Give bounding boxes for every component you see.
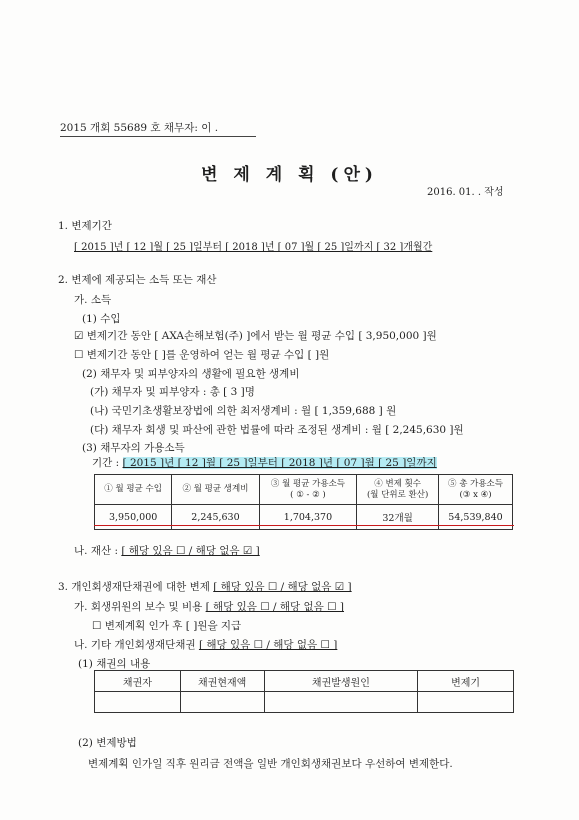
repayment-period: [ 2015 ]년 [ 12 ]월 [ 25 ]일부터 [ 2018 ]년 [ 07 ]월 [ 25 ]일까지 [ 32 ]개월간: [74, 242, 433, 253]
cell-monthly-income: 3,950,000: [95, 505, 172, 530]
header-claim-cause: 채권발생원인: [264, 671, 418, 692]
dependents-count: (가) 채무자 및 피부양자 : 총 [ 3 ]명: [90, 386, 255, 398]
revenue-label: (1) 수입: [82, 313, 121, 325]
claims-header-row: [95, 671, 514, 692]
business-income-text: 변제기간 동안 [ ]를 운영하여 얻는 월 평균 수입 [ ]원: [86, 349, 330, 361]
salary-income-text: 변제기간 동안 [ AXA손해보험(주) ]에서 받는 월 평균 수입 [ 3,950,000 ]원: [86, 330, 437, 342]
table-row: [95, 692, 514, 713]
document-title: 변 제 계 획 (안): [201, 165, 378, 185]
trustee-fee-label: 가. 회생위원의 보수 및 비용: [74, 601, 203, 613]
empty-cell: [95, 692, 181, 713]
repayment-method-text: 변제계획 인가일 직후 원리금 전액을 일반 개인회생채권보다 우선하여 변제한다.: [88, 758, 453, 770]
cell-total-disposable: 54,539,840: [439, 505, 513, 530]
salary-checkbox[interactable]: ☑: [74, 330, 84, 342]
period-prefix: 기간 :: [92, 457, 120, 469]
section-3-heading: 3. 개인회생재단채권에 대한 변제: [58, 581, 210, 593]
section-1-heading: 1. 변제기간: [58, 220, 112, 232]
period-value-highlighted: [ 2015 ]년 [ 12 ]월 [ 25 ]일부터 [ 2018 ]년 [ 07 ]월 [ 25 ]일까지: [122, 457, 437, 469]
minimum-living-cost: (나) 국민기초생활보장법에 의한 최저생계비 : 월 [ 1,359,688 ] 원: [90, 405, 397, 417]
empty-cell: [180, 692, 264, 713]
trustee-fee-payment: ☐ 변제계획 인가 후 [ ]원을 지급: [92, 620, 242, 632]
cell-repayment-count: 32개월: [357, 505, 439, 530]
disposable-income-table: [94, 474, 513, 530]
disposable-income-label: (3) 채무자의 가용소득: [82, 442, 185, 454]
header-current-amount: 채권현재액: [180, 671, 264, 692]
header-due-date: 변제기: [418, 671, 514, 692]
other-claims-row: [74, 637, 337, 652]
repayment-method-label: (2) 변제방법: [78, 737, 137, 749]
red-underline-mark: [94, 525, 514, 526]
empty-cell: [418, 692, 514, 713]
section-3-value: [ 해당 있음 ☐ / 해당 없음 ☑ ]: [213, 581, 352, 593]
living-expense-label: (2) 채무자 및 피부양자의 생활에 필요한 생계비: [82, 368, 300, 380]
business-income-row: [74, 347, 329, 362]
header-monthly-income: ① 월 평균 수입: [95, 475, 172, 505]
section-3-heading-row: [58, 579, 352, 594]
table-header-row: [95, 475, 513, 505]
claims-content-label: (1) 채권의 내용: [78, 658, 151, 670]
header-monthly-living-cost: ② 월 평균 생계비: [172, 475, 259, 505]
trustee-fee-row: [74, 599, 344, 614]
header-creditor: 채권자: [95, 671, 181, 692]
header-monthly-disposable: ③ 월 평균 가용소득 ( ① - ② ): [259, 475, 357, 505]
income-heading: 가. 소득: [74, 294, 112, 306]
document-date: 2016. 01. . 작성: [427, 187, 504, 198]
other-claims-label: 나. 기타 개인회생재단채권: [74, 639, 196, 651]
cell-monthly-disposable: 1,704,370: [259, 505, 357, 530]
header-repayment-count: ④ 변제 횟수 (월 단위로 환산): [357, 475, 439, 505]
property-row: [74, 543, 260, 558]
salary-income-row: [74, 328, 437, 343]
trustee-fee-value: [ 해당 있음 ☐ / 해당 없음 ☐ ]: [205, 601, 345, 613]
other-claims-value: [ 해당 있음 ☐ / 해당 없음 ☐ ]: [198, 639, 338, 651]
property-prefix: 나. 재산 :: [74, 545, 118, 557]
header-total-disposable: ⑤ 총 가용소득 (③ x ④): [439, 475, 513, 505]
adjusted-living-cost: (다) 채무자 회생 및 파산에 관한 법률에 따라 조정된 생계비 : 월 [ 2,245,630 ]원: [90, 424, 464, 436]
cell-monthly-living-cost: 2,245,630: [172, 505, 259, 530]
section-2-heading: 2. 변제에 제공되는 소득 또는 재산: [58, 274, 217, 286]
claims-table: [94, 670, 514, 713]
empty-cell: [264, 692, 418, 713]
business-checkbox[interactable]: ☐: [74, 349, 84, 361]
property-value: [ 해당 있음 ☐ / 해당 없음 ☑ ]: [121, 545, 260, 557]
case-number-line: 2015 개회 55689 호 채무자: 이 .: [60, 120, 256, 137]
disposable-period-row: [92, 455, 437, 470]
